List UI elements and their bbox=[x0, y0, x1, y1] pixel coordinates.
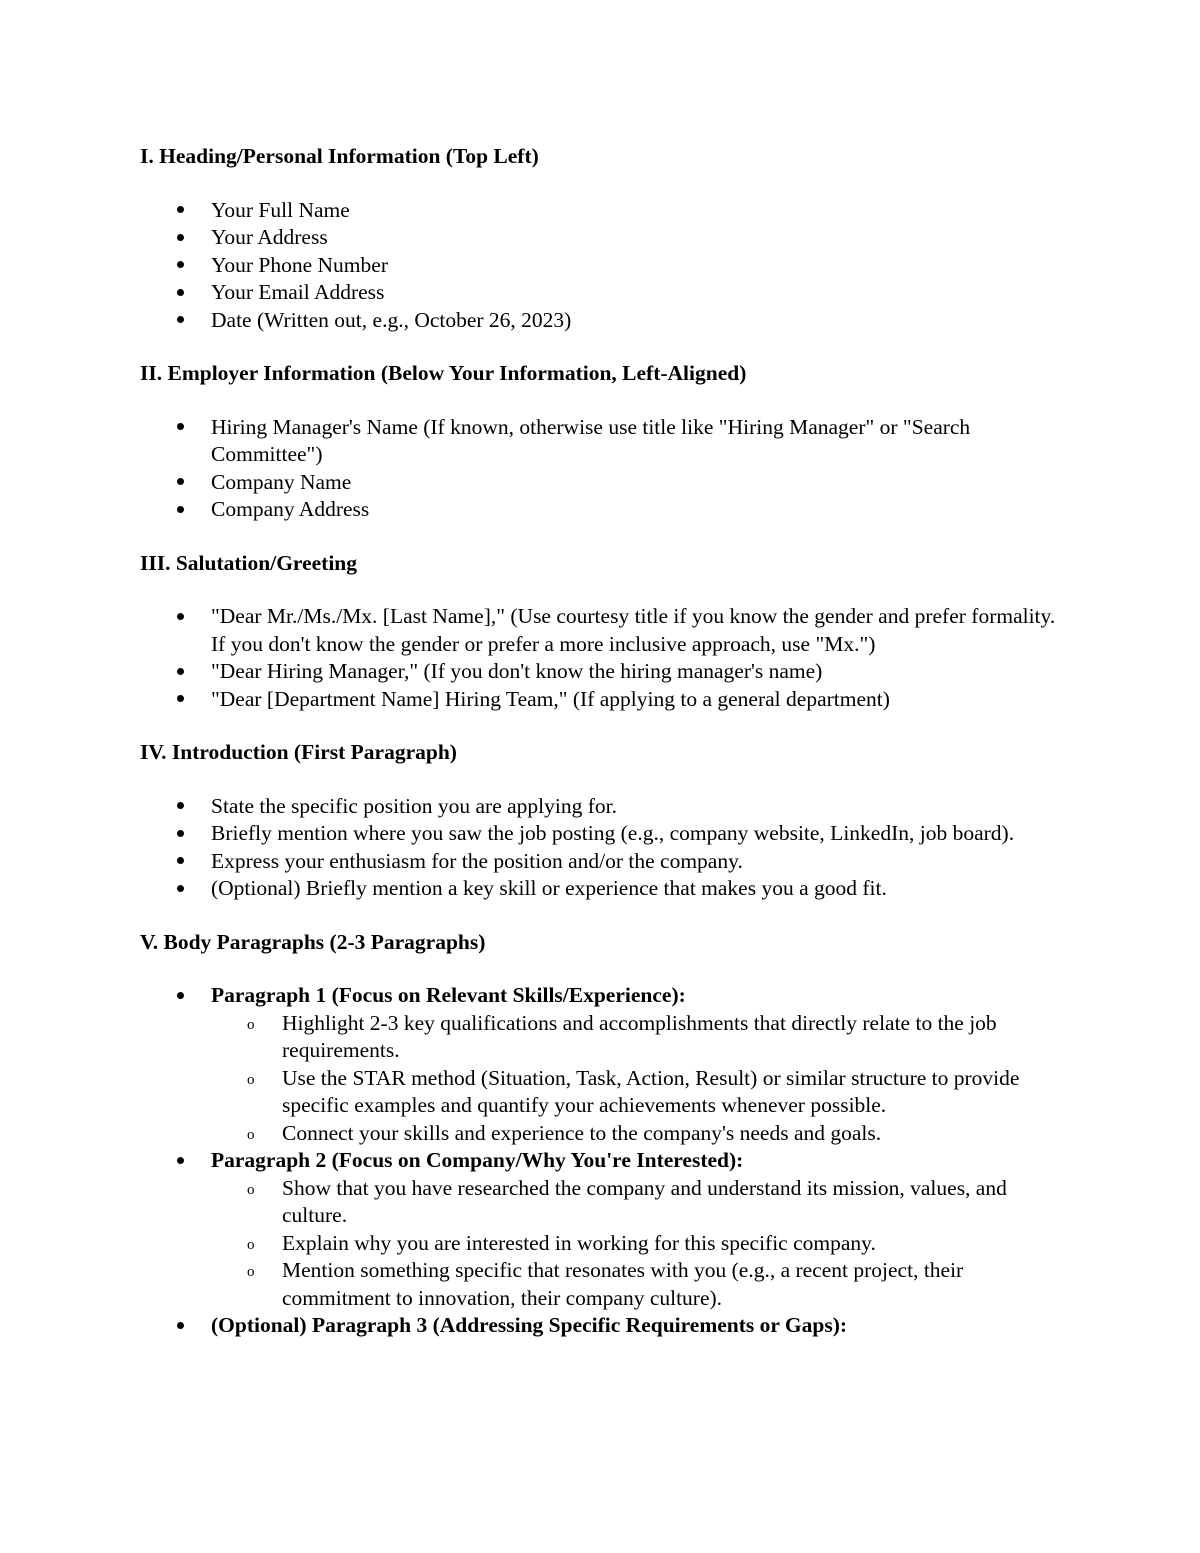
paragraph-title: Paragraph 1 (Focus on Relevant Skills/Experience): bbox=[211, 983, 686, 1007]
list-item bbox=[211, 982, 1060, 1147]
bullet-icon bbox=[174, 496, 186, 524]
bullet-list bbox=[140, 793, 1060, 903]
bullet-icon bbox=[174, 793, 186, 821]
section-heading: I. Heading/Personal Information (Top Left) bbox=[140, 144, 539, 168]
bullet-icon bbox=[174, 848, 186, 876]
bullet-list bbox=[140, 414, 1060, 524]
list-item bbox=[211, 1147, 1060, 1312]
section-heading: V. Body Paragraphs (2-3 Paragraphs) bbox=[140, 929, 486, 954]
list-item: Hiring Manager's Name (If known, otherwise use title like "Hiring Manager" or "Search Committee") bbox=[211, 414, 1060, 469]
sub-list-item: o Show that you have researched the company and understand its mission, values, and culture. bbox=[247, 1175, 1007, 1227]
hollow-bullet-icon: o bbox=[247, 1181, 255, 1198]
hollow-bullet-icon: o bbox=[247, 1264, 255, 1280]
sub-bullet-list bbox=[211, 1010, 1060, 1148]
list-item bbox=[211, 1312, 1060, 1340]
bullet-icon bbox=[174, 469, 186, 497]
list-item: Express your enthusiasm for the position and/or the company. bbox=[211, 848, 1060, 876]
list-item: Your Full Name bbox=[211, 197, 1060, 225]
sub-bullet-list bbox=[211, 1175, 1060, 1313]
bullet-icon bbox=[174, 224, 186, 252]
list-item: "Dear Mr./Ms./Mx. [Last Name]," (Use courtesy title if you know the gender and prefer formality. If you don't know the gender or prefer a more inclusive approach, use "Mx.") bbox=[211, 603, 1060, 658]
list-item: Your Email Address bbox=[211, 279, 1060, 307]
list-item: State the specific position you are applying for. bbox=[211, 793, 1060, 821]
bullet-icon bbox=[174, 686, 186, 714]
section-heading: IV. Introduction (First Paragraph) bbox=[140, 740, 457, 764]
bullet-icon bbox=[174, 279, 186, 307]
bullet-icon bbox=[174, 603, 186, 631]
sub-list-item: o Use the STAR method (Situation, Task, Action, Result) or similar structure to provide specific examples and quantify your achievements whenever possible. bbox=[247, 1065, 1020, 1117]
list-item: Company Address bbox=[211, 496, 1060, 524]
list-item: Date (Written out, e.g., October 26, 2023) bbox=[211, 307, 1060, 335]
bullet-icon bbox=[174, 197, 186, 225]
hollow-bullet-icon: o bbox=[247, 1016, 255, 1033]
list-item: Your Phone Number bbox=[211, 252, 1060, 280]
bullet-icon bbox=[174, 252, 186, 280]
paragraph-title: (Optional) Paragraph 3 (Addressing Specific Requirements or Gaps): bbox=[211, 1313, 848, 1337]
bullet-icon bbox=[174, 875, 186, 903]
list-item: Company Name bbox=[211, 469, 1060, 497]
hollow-bullet-icon: o bbox=[247, 1071, 255, 1088]
sub-list-item: o Mention something specific that resonates with you (e.g., a recent project, their commitment to innovation, their company culture). bbox=[247, 1258, 964, 1310]
sub-list-item: o Highlight 2-3 key qualifications and accomplishments that directly relate to the job requirements. bbox=[247, 1010, 997, 1062]
sub-list-item: o Connect your skills and experience to the company's needs and goals. bbox=[282, 1120, 1060, 1148]
bullet-icon bbox=[174, 658, 186, 686]
bullet-icon bbox=[174, 820, 186, 848]
bullet-icon bbox=[174, 1147, 186, 1175]
bullet-icon bbox=[174, 414, 186, 442]
paragraph-title: Paragraph 2 (Focus on Company/Why You're Interested): bbox=[211, 1148, 744, 1172]
bullet-icon bbox=[174, 982, 186, 1010]
list-item: "Dear Hiring Manager," (If you don't know the hiring manager's name) bbox=[211, 658, 1060, 686]
bullet-icon bbox=[174, 307, 186, 335]
sub-list-item: o Explain why you are interested in working for this specific company. bbox=[282, 1230, 1060, 1258]
bullet-list bbox=[140, 603, 1060, 713]
list-item: "Dear [Department Name] Hiring Team," (If applying to a general department) bbox=[211, 686, 1060, 714]
document-content bbox=[140, 143, 1060, 1366]
section-heading: III. Salutation/Greeting bbox=[140, 550, 358, 575]
hollow-bullet-icon: o bbox=[247, 1236, 255, 1253]
list-item: Your Address bbox=[211, 224, 1060, 252]
list-item: Briefly mention where you saw the job posting (e.g., company website, LinkedIn, job board). bbox=[211, 820, 1060, 848]
bullet-list bbox=[140, 982, 1060, 1340]
list-item: (Optional) Briefly mention a key skill or experience that makes you a good fit. bbox=[211, 875, 1060, 903]
hollow-bullet-icon: o bbox=[247, 1126, 255, 1143]
bullet-icon bbox=[174, 1312, 186, 1340]
section-heading: II. Employer Information (Below Your Information, Left-Aligned) bbox=[140, 361, 747, 385]
bullet-list bbox=[140, 197, 1060, 335]
